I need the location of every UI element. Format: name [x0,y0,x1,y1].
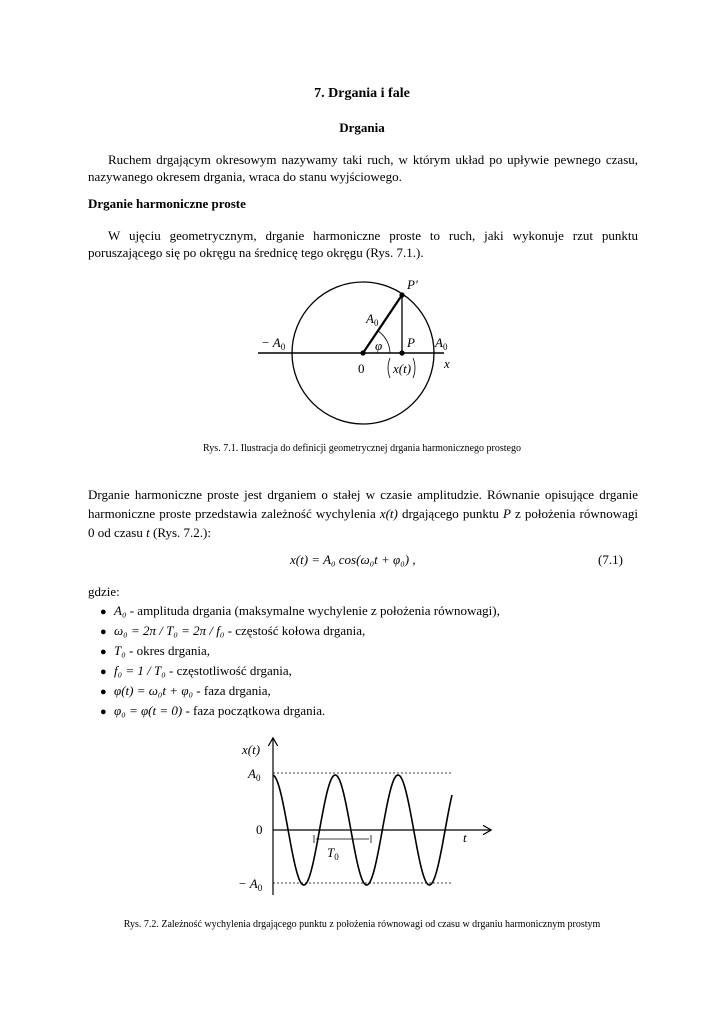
p2-t: t [146,525,150,540]
p2-zero: 0 [88,525,95,540]
equation-number: (7.1) [598,552,623,567]
p2-p: P [503,506,511,521]
label-a0-sub: 0 [373,318,379,328]
chapter-title: 7. Drgania i fale [314,86,410,101]
label-zero: 0 [358,361,365,376]
svg-text:T0 [327,845,339,862]
p2-part1: Drganie harmoniczne proste jest drganiem o stałej w czasie amplitudzie. Równanie opisujące drganie harmoniczne proste przedstawia zależność wychylenia [88,487,638,521]
figure-7-1-caption: Rys. 7.1. Ilustracja do definicji geometrycznej drgania harmonicznego prostego [203,443,521,454]
figure-7-2-caption: Rys. 7.2. Zależność wychylenia drgającego punktu z położenia równowagi od czasu w drganiu harmonicznym prostym [123,919,601,930]
label-p-prime: P′ [407,277,418,292]
section-title: Drgania [339,120,385,135]
label-a0: A [366,311,374,326]
list-item: ● ω₀ = 2π / T₀ = 2π / f₀ - częstość kołowa drgania, [100,623,366,638]
label-phi: φ [375,338,383,353]
label-pos-a0-sub: 0 [442,342,448,352]
definition-paragraph: W ujęciu geometrycznym, drganie harmoniczne proste to ruch, jaki wykonuje rzut punktu poruszającego się po okręgu na średnicę tego okręgu (Rys. 7.1.). [88,228,638,260]
p2-part3: z położenia równowagi [515,506,638,521]
label-pos-a0: A [435,335,443,350]
svg-text:− A0 [261,335,286,352]
list-item: ● f₀ = 1 / T₀ - częstotliwość drgania, [100,663,292,678]
equation-7-1: x(t) = A₀ cos(ω₀t + φ₀) , [290,552,416,567]
p2-part2: drgającego punktu [401,506,499,521]
list-item: ● φ(t) = ω₀t + φ₀ - faza drgania, [100,683,271,698]
svg-text:A0 [247,766,261,783]
figure-7-1 [250,276,480,436]
t-axis-label: t [463,830,467,845]
list-item: ● A₀ - amplituda drgania (maksymalne wychylenie z położenia równowagi), [100,603,500,618]
point-p [399,350,404,355]
paragraph-2 [88,485,638,542]
tick-label-a0: A [248,766,256,781]
period-label-sub: 0 [334,852,339,862]
label-xt: x(t) [393,361,412,376]
point-p-prime [399,292,404,297]
xt-bracket-right [413,358,415,378]
xt-bracket-left [388,358,390,378]
intro-paragraph: Ruchem drgającym okresowym nazywamy taki ruch, w którym układ po upływie pewnego czasu, nazywanego okresem drgania, wraca do stanu wyjściowego. [88,152,638,184]
tick-label-neg-a0-sub: 0 [257,883,263,893]
label-neg-a0-sub: 0 [280,342,286,352]
p2-part4: od czasu [97,525,143,540]
gdzie-label: gdzie: [88,584,120,599]
y-axis-label: x(t) [242,742,261,757]
subsection-heading: Drganie harmoniczne proste [88,196,246,211]
figure-7-2 [232,735,502,900]
list-item: ● φ₀ = φ(t = 0) - faza początkowa drgania. [100,703,326,718]
svg-text:− A0 [238,876,263,893]
point-origin [360,350,365,355]
p2-xt: x(t) [379,506,398,521]
tick-label-neg-a0: − A [238,876,258,891]
p2-part5: (Rys. 7.2.): [153,525,211,540]
label-p: P [407,335,415,350]
label-neg-a0: − A [261,335,281,350]
definitions-list [88,601,500,721]
tick-label-a0-sub: 0 [255,773,261,783]
period-label: T [327,845,335,860]
list-item: ● T₀ - okres drgania, [100,643,210,658]
label-x-axis: x [444,356,450,371]
tick-label-zero: 0 [256,822,263,837]
svg-text:A0 [365,311,379,328]
svg-text:A0 [434,335,448,352]
